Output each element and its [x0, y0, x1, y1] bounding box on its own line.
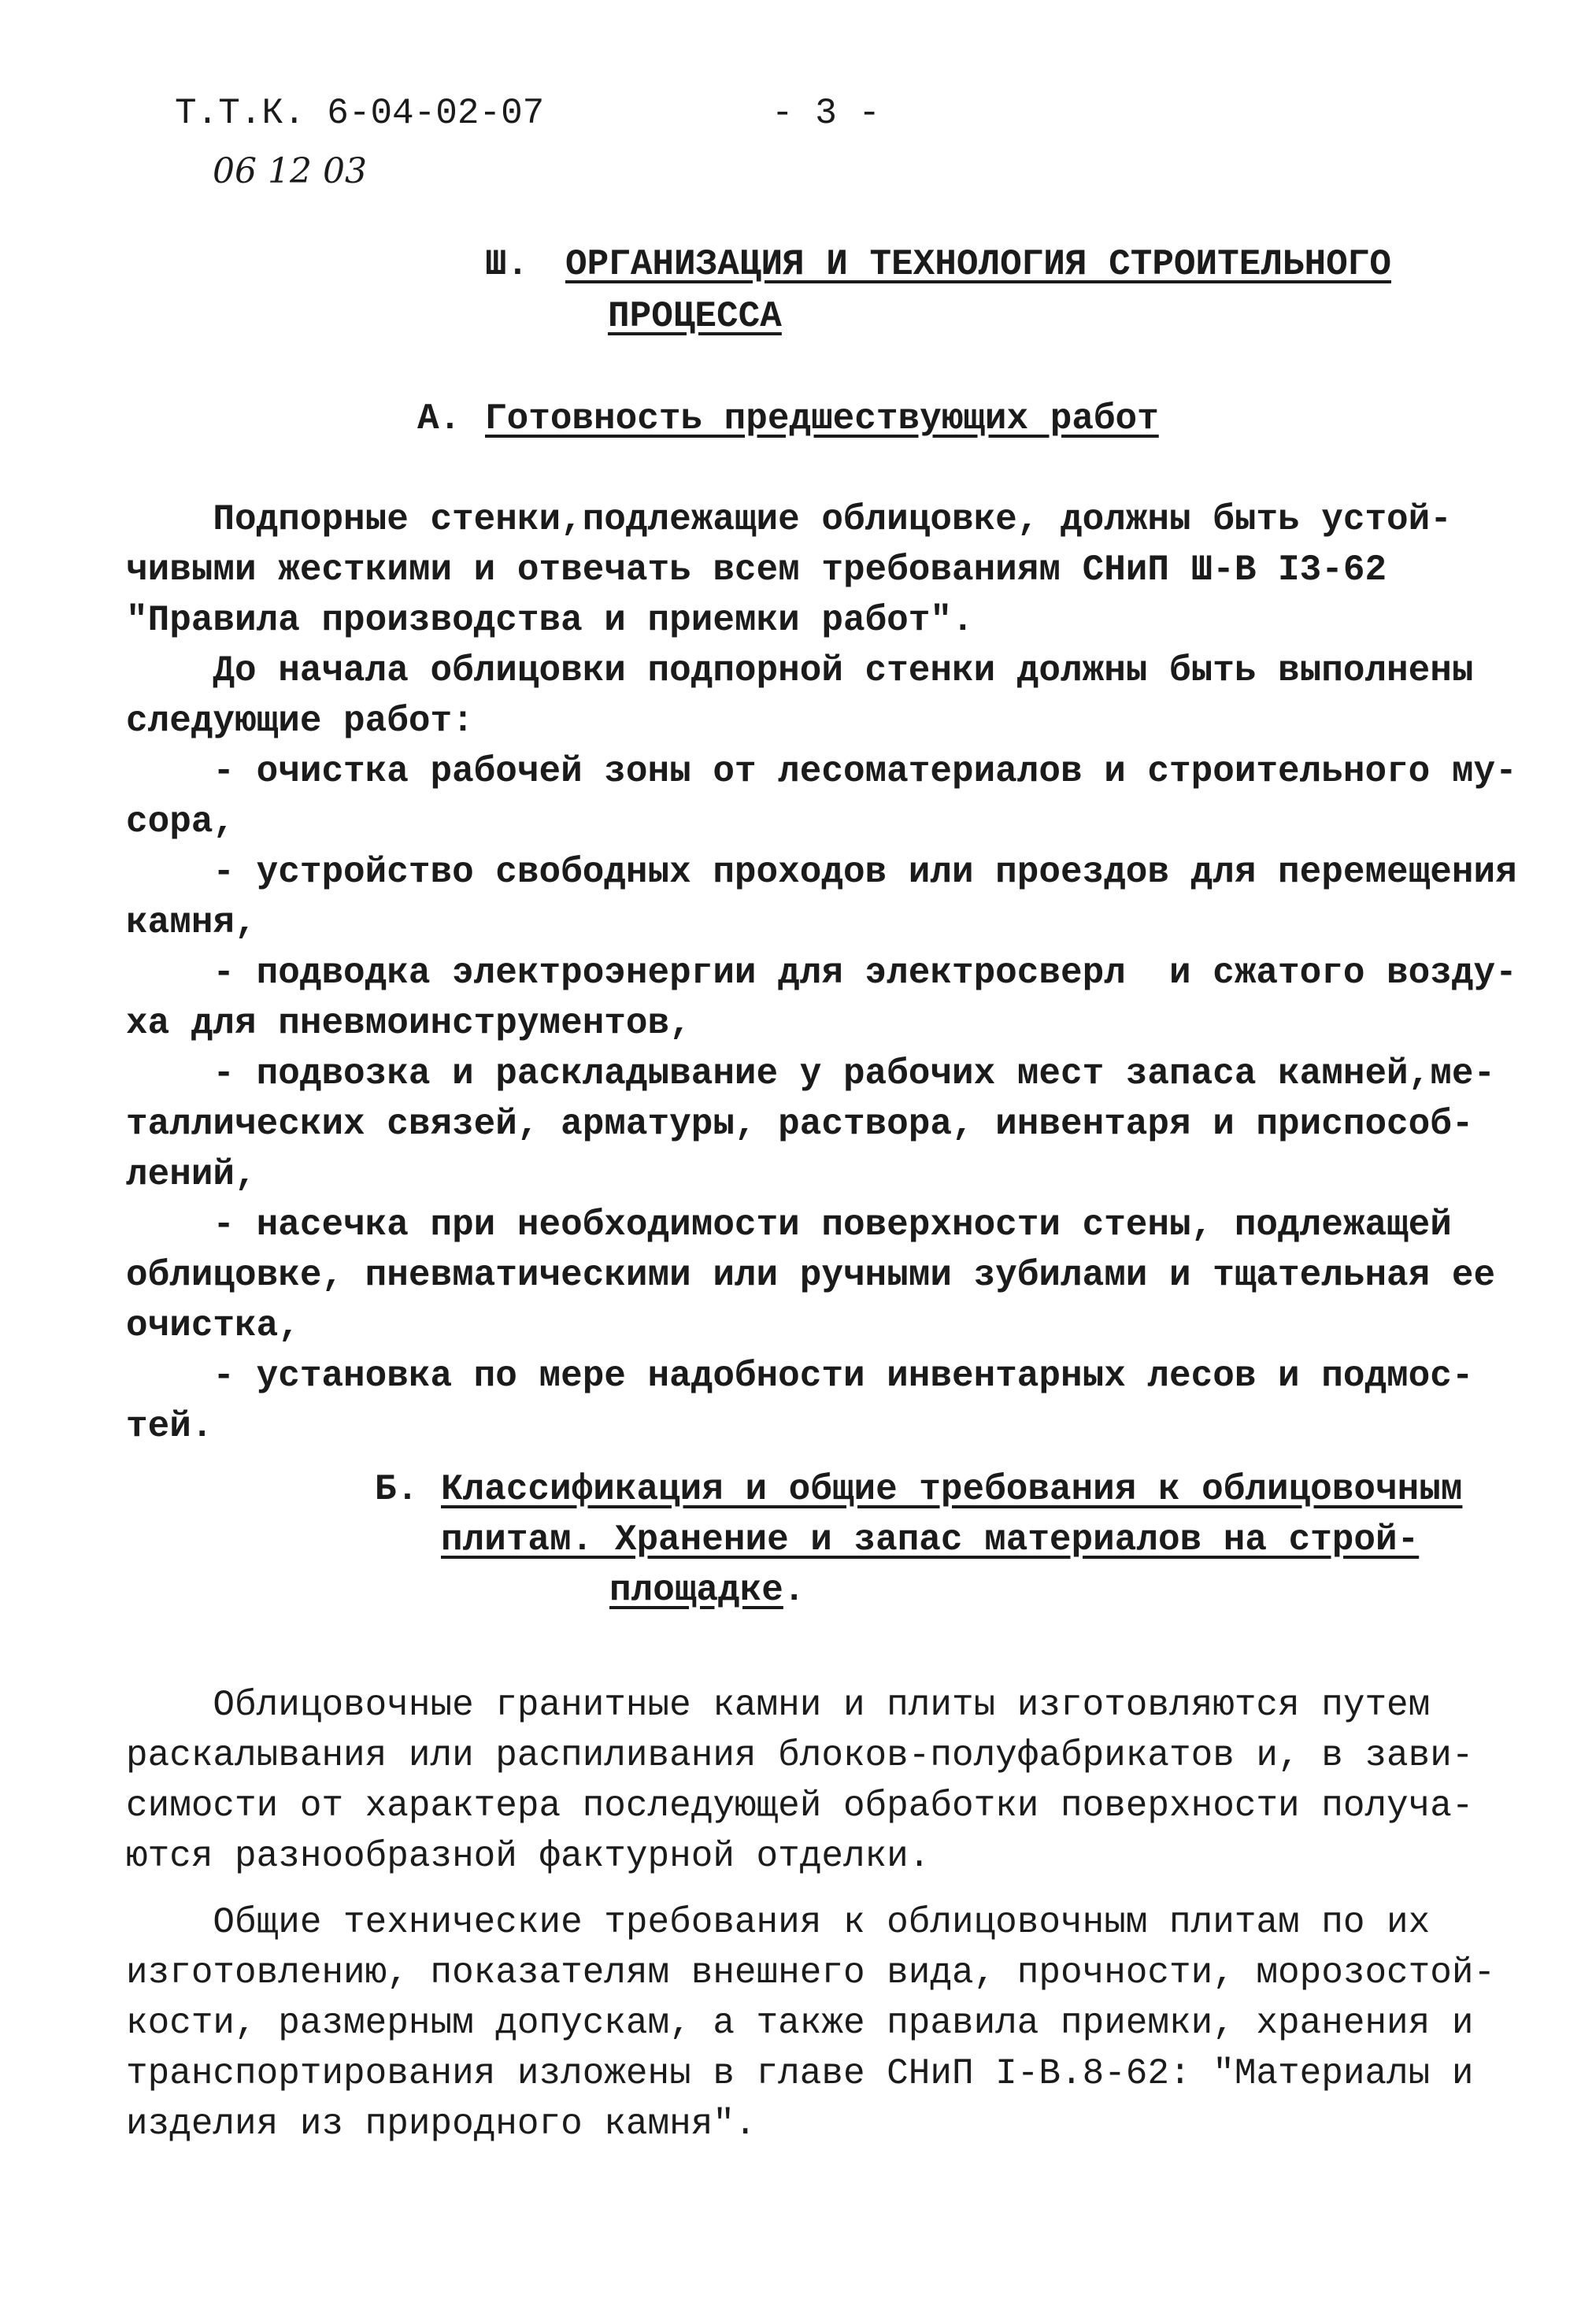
text-line: - насечка при необходимости поверхности стены, подлежащей — [126, 1205, 1452, 1245]
text-line: камня, — [126, 902, 257, 943]
text-line: следующие работ: — [126, 701, 474, 742]
text-line: - подвозка и раскладывание у рабочих мест запаса камней,ме- — [126, 1053, 1496, 1094]
text-line: изготовлению, показателям внешнего вида, прочности, морозостой- — [126, 1952, 1496, 1993]
text-line: До начала облицовки подпорной стенки должны быть выполнены — [126, 650, 1474, 691]
text-line: транспортирования изложены в главе СНиП I-В.8-62: "Материалы и — [126, 2053, 1474, 2094]
text-line: тей. — [126, 1406, 213, 1447]
text-line: чивыми жесткими и отвечать всем требованиям СНиП Ш-В I3-62 — [126, 550, 1387, 590]
text-line: раскалывания или распиливания блоков-полуфабрикатов и, в зави- — [126, 1735, 1474, 1776]
subsection-a-title: Готовность предшествующих работ — [485, 398, 1159, 439]
text-line: ха для пневмоинструментов, — [126, 1003, 691, 1044]
text-line: - очистка рабочей зоны от лесоматериалов и строительного му- — [126, 751, 1517, 792]
section-roman-numeral: Ш. — [485, 244, 529, 285]
text-line: - установка по мере надобности инвентарных лесов и подмос- — [126, 1356, 1474, 1397]
text-line: Подпорные стенки,подлежащие облицовке, должны быть устой- — [126, 499, 1452, 540]
text-line: таллических связей, арматуры, раствора, инвентаря и приспособ- — [126, 1104, 1474, 1145]
text-line: изделия из природного камня". — [126, 2104, 757, 2145]
subsection-b-title-period: . — [783, 1570, 805, 1611]
text-line: сора, — [126, 801, 235, 842]
subsection-b-letter: Б. — [375, 1469, 419, 1510]
text-line: ются разнообразной фактурной отделки. — [126, 1836, 931, 1877]
text-line: - подводка электроэнергии для электросверл и сжатого возду- — [126, 953, 1517, 994]
section-title-line-1: ОРГАНИЗАЦИЯ И ТЕХНОЛОГИЯ СТРОИТЕЛЬНОГО — [565, 244, 1391, 285]
text-line: лений, — [126, 1154, 257, 1195]
section-title-line-2: ПРОЦЕССА — [608, 296, 782, 337]
page-number: - 3 - — [772, 93, 881, 134]
text-line: Облицовочные гранитные камни и плиты изготовляются путем — [126, 1685, 1431, 1726]
text-line: облицовке, пневматическими или ручными зубилами и тщательная ее — [126, 1255, 1496, 1296]
text-line: "Правила производства и приемки работ". — [126, 600, 974, 641]
subsection-b-title-line-1: Классификация и общие требования к облицовочным — [441, 1469, 1463, 1510]
text-line: кости, размерным допускам, а также правила приемки, хранения и — [126, 2003, 1474, 2044]
text-line: - устройство свободных проходов или проездов для перемещения — [126, 852, 1517, 893]
text-line: симости от характера последующей обработки поверхности получа- — [126, 1786, 1474, 1826]
text-line: очистка, — [126, 1305, 300, 1346]
subsection-b-title-line-3-text: площадке — [609, 1570, 783, 1611]
handwritten-number: 06 12 03 — [213, 151, 367, 191]
text-line: Общие технические требования к облицовочным плитам по их — [126, 1902, 1431, 1943]
subsection-a-letter: А. — [417, 398, 461, 439]
subsection-b-title-line-3 — [609, 1570, 805, 1611]
subsection-b-title-line-2: плитам. Хранение и запас материалов на строй- — [441, 1519, 1420, 1560]
document-code: Т.Т.К. 6-04-02-07 — [175, 93, 545, 134]
